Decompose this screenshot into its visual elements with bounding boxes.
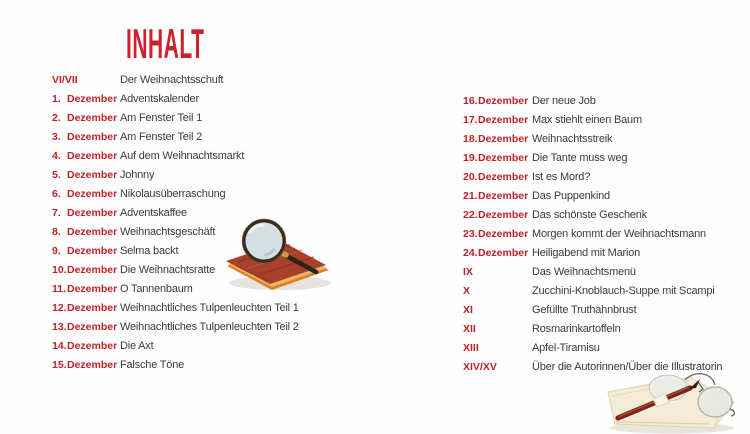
toc-entry-title: Nikolausüberraschung [120,188,226,200]
toc-entry-month: Dezember [478,228,529,240]
toc-entry-page-number: 16. [463,95,478,107]
magnifying-glass-on-book-illustration [222,216,340,294]
toc-entry-month: Dezember [67,264,118,276]
toc-entry-page-number: 4. [52,150,61,162]
toc-entry-page-number: 18. [463,133,478,145]
toc-entry-month: Dezember [67,112,118,124]
toc-entry-title: Adventskalender [120,93,199,105]
toc-entry-title: Max stiehlt einen Baum [532,114,642,126]
toc-entry-title: Weihnachtliches Tulpenleuchten Teil 1 [120,302,299,314]
toc-entry-title: Weihnachtliches Tulpenleuchten Teil 2 [120,321,299,333]
toc-entry [463,130,750,149]
toc-entry-page-number: 3. [52,131,61,143]
toc-entry-page-number: VI/VII [52,74,78,86]
toc-entry-page-number: 23. [463,228,478,240]
toc-entry-page-number: 17. [463,114,478,126]
toc-entry [52,71,387,90]
toc-entry-month: Dezember [67,131,118,143]
toc-entry-month: Dezember [67,302,118,314]
toc-entry-title: Das Puppenkind [532,190,610,202]
toc-entry-page-number: 19. [463,152,478,164]
toc-entry-page-number: 2. [52,112,61,124]
toc-entry [52,356,387,375]
toc-entry-month: Dezember [478,152,529,164]
toc-entry-title: Weihnachtsgeschäft [120,226,216,238]
toc-entry [463,187,750,206]
toc-entry-page-number: 24. [463,247,478,259]
toc-entry-page-number: 15. [52,359,67,371]
toc-entry [463,339,750,358]
toc-entry [52,185,387,204]
toc-entry-title: Zucchini-Knoblauch-Suppe mit Scampi [532,285,715,297]
toc-entry-title: Die Tante muss weg [532,152,628,164]
toc-entry-title: Über die Autorinnen/Über die Illustratorin [532,361,723,373]
toc-entry-title: Weihnachtsstreik [532,133,613,145]
toc-entry-month: Dezember [67,150,118,162]
toc-entry-title: Falsche Töne [120,359,185,371]
toc-entry-title: Am Fenster Teil 2 [120,131,202,143]
toc-entry-page-number: XI [463,304,473,316]
toc-entry-page-number: 11. [52,283,67,295]
toc-entry-title: Die Weihnachtsratte [120,264,216,276]
toc-right-column [463,92,750,377]
toc-entry [463,282,750,301]
toc-entry-title: Auf dem Weihnachtsmarkt [120,150,245,162]
toc-entry-month: Dezember [478,171,529,183]
toc-entry-title: Adventskaffee [120,207,187,219]
toc-entry-page-number: 14. [52,340,67,352]
toc-entry-page-number: 9. [52,245,61,257]
toc-entry-page-number: 12. [52,302,67,314]
toc-entry [463,244,750,263]
pen-and-glasses-illustration [602,372,748,434]
toc-entry-page-number: 22. [463,209,478,221]
toc-entry-page-number: XIV/XV [463,361,497,373]
toc-entry-title: Gefüllte Truthahnbrust [532,304,637,316]
glasses-right-lens [698,387,732,417]
toc-entry-title: Morgen kommt der Weihnachtsmann [532,228,706,240]
toc-entry [463,92,750,111]
toc-entry [52,90,387,109]
toc-entry-month: Dezember [67,283,118,295]
toc-entry-title: Der neue Job [532,95,596,107]
toc-entry [52,337,387,356]
toc-entry-title: Selma backt [120,245,179,257]
toc-entry-page-number: XII [463,323,476,335]
toc-entry-month: Dezember [67,245,118,257]
toc-entry [52,318,387,337]
toc-entry-month: Dezember [67,321,118,333]
toc-entry-page-number: 21. [463,190,478,202]
toc-entry-page-number: 20. [463,171,478,183]
toc-entry-month: Dezember [478,247,529,259]
toc-entry-title: O Tannenbaum [120,283,193,295]
toc-entry-month: Dezember [478,114,529,126]
toc-entry-title: Heiligabend mit Marion [532,247,641,259]
toc-entry [52,299,387,318]
glasses-handle-hook [730,409,734,416]
toc-entry-page-number: 7. [52,207,61,219]
toc-entry-month: Dezember [67,188,118,200]
toc-entry [463,263,750,282]
toc-entry [52,109,387,128]
toc-entry-page-number: 1. [52,93,61,105]
toc-entry-title: Das Weihnachtsmenü [532,266,636,278]
toc-entry-page-number: XIII [463,342,479,354]
toc-entry-month: Dezember [478,95,529,107]
toc-entry [463,149,750,168]
toc-entry-page-number: IX [463,266,473,278]
toc-entry-month: Dezember [67,340,118,352]
toc-entry [463,168,750,187]
toc-entry-month: Dezember [67,226,118,238]
toc-entry-month: Dezember [67,359,118,371]
toc-entry-month: Dezember [478,190,529,202]
toc-entry-month: Dezember [67,169,118,181]
toc-entry [52,166,387,185]
toc-entry-month: Dezember [478,209,529,221]
toc-entry-page-number: 10. [52,264,67,276]
toc-entry [463,206,750,225]
toc-entry-title: Das schönste Geschenk [532,209,648,221]
toc-entry-month: Dezember [67,93,118,105]
toc-entry-month: Dezember [67,207,118,219]
toc-entry-page-number: 13. [52,321,67,333]
toc-entry-page-number: 6. [52,188,61,200]
toc-entry-title: Am Fenster Teil 1 [120,112,202,124]
toc-entry [463,301,750,320]
toc-entry-page-number: X [463,285,471,297]
toc-entry-page-number: 8. [52,226,61,238]
toc-entry-title: Apfel-Tiramisu [532,342,600,354]
page-title: INHALT [126,20,205,67]
toc-entry [463,320,750,339]
toc-entry [52,128,387,147]
toc-entry [463,225,750,244]
toc-entry-title: Rosmarinkartoffeln [532,323,621,335]
toc-entry-title: Die Axt [120,340,154,352]
toc-entry-title: Der Weihnachtsschuft [120,74,224,86]
toc-entry-title: Johnny [120,169,155,181]
toc-entry-title: Ist es Mord? [532,171,591,183]
toc-entry [52,147,387,166]
toc-entry-page-number: 5. [52,169,61,181]
toc-entry [463,111,750,130]
toc-entry-month: Dezember [478,133,529,145]
